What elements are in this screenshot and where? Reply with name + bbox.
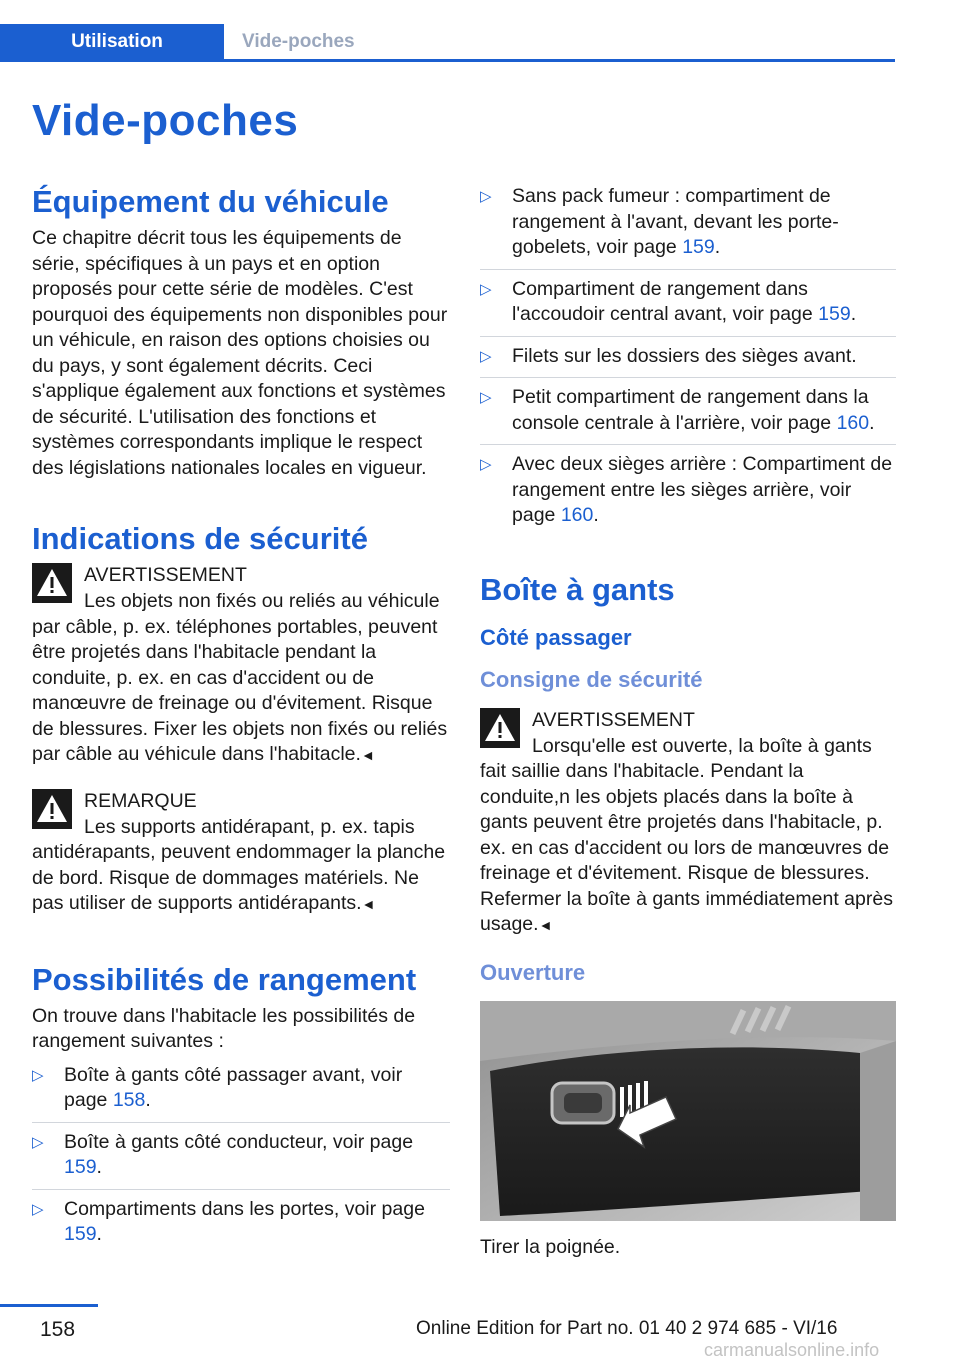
notice-first-line: Les supports antidérapant, p. ex. tapis bbox=[84, 815, 415, 838]
page-link[interactable]: 160 bbox=[560, 504, 594, 526]
tab-vide-poches[interactable]: Vide-poches bbox=[242, 30, 355, 52]
list-item: ▷ Compartiment de rangement dans l'accoudoir central avant, voir page 159. bbox=[480, 277, 896, 337]
triangle-right-icon: ▷ bbox=[32, 1133, 44, 1151]
footer-edition: Online Edition for Part no. 01 40 2 974 685 - VI/16 bbox=[416, 1318, 838, 1339]
left-column bbox=[32, 184, 450, 1263]
safety-subheading: Consigne de sécurité bbox=[480, 666, 703, 692]
triangle-right-icon: ▷ bbox=[32, 1200, 44, 1218]
equipment-heading: Équipement du véhicule bbox=[32, 184, 389, 219]
notice-label: REMARQUE bbox=[84, 789, 197, 812]
page-link[interactable]: 160 bbox=[836, 411, 870, 434]
notice-block bbox=[32, 789, 450, 918]
list-item: ▷ Avec deux sièges arrière : Compartiment de rangement entre les sièges arrière, voir page 160. bbox=[480, 453, 893, 526]
opening-heading: Ouverture bbox=[480, 959, 586, 985]
glovebox-subheading: Côté passager bbox=[480, 624, 632, 650]
warning-label: AVERTISSEMENT bbox=[84, 564, 247, 586]
end-mark: ◄ bbox=[360, 747, 375, 763]
list-item: ▷ Sans pack fumeur : compartiment de rangement à l'avant, devant les porte-gobelets, voir page 159. bbox=[480, 184, 896, 270]
triangle-right-icon: ▷ bbox=[480, 456, 492, 473]
list-item: ▷ Filets sur les dossiers des sièges avant. bbox=[480, 344, 896, 379]
storage-list-right bbox=[480, 184, 896, 537]
safety-heading: Indications de sécurité bbox=[32, 521, 368, 556]
photo-caption: Tirer la poignée. bbox=[480, 1235, 621, 1258]
glovebox-heading: Boîte à gants bbox=[480, 571, 675, 607]
triangle-right-icon: ▷ bbox=[480, 389, 492, 406]
storage-heading: Possibilités de rangement bbox=[32, 961, 417, 997]
glovebox-photo bbox=[480, 1001, 896, 1221]
header-tabs bbox=[0, 24, 895, 62]
end-mark: ◄ bbox=[538, 917, 553, 933]
page-link[interactable]: 159 bbox=[64, 1156, 97, 1178]
tab-utilisation[interactable]: Utilisation bbox=[0, 24, 224, 59]
list-item: ▷ Compartiments dans les portes, voir page 159. bbox=[32, 1197, 425, 1245]
list-item: ▷ Boîte à gants côté passager avant, voir page 158. bbox=[32, 1063, 450, 1123]
footer-accent-line bbox=[0, 1304, 98, 1307]
watermark: carmanualsonline.info bbox=[704, 1340, 880, 1360]
list-item: ▷ Boîte à gants côté conducteur, voir page 159. bbox=[32, 1130, 450, 1190]
warning-text: par câble, p. ex. téléphones portables, peuvent être projetés dans l'habitacle pendant la conduite, p. ex. en cas d'accident ou de manœuvre de freinage ou d'évitement. Risque de blessures. Fixer les objets non fixés ou reliés par câble au véhicule dans l'habitacle. bbox=[32, 615, 448, 765]
warning-label: AVERTISSEMENT bbox=[532, 708, 695, 731]
warning-first-line: Lorsqu'elle est ouverte, la boîte à gants bbox=[532, 734, 872, 757]
page-title: Vide-poches bbox=[32, 96, 299, 145]
warning-triangle-icon bbox=[480, 708, 520, 748]
page-link[interactable]: 159 bbox=[818, 303, 851, 325]
page-link[interactable]: 158 bbox=[112, 1089, 146, 1111]
list-item: ▷ Petit compartiment de rangement dans la console centrale à l'arrière, voir page 160. bbox=[480, 385, 896, 445]
right-column bbox=[480, 184, 896, 1260]
warning-first-line: Les objets non fixés ou reliés au véhicule bbox=[84, 590, 440, 612]
triangle-right-icon: ▷ bbox=[480, 280, 492, 298]
notice-text: antidérapants, peuvent endommager la planche de bord. Risque de dommages matériels. Ne pas utiliser de supports antidérapants. bbox=[32, 841, 446, 914]
storage-intro: On trouve dans l'habitacle les possibilités de rangement suivantes : bbox=[32, 1004, 416, 1052]
equipment-text: Ce chapitre décrit tous les équipements de série, spécifiques à un pays et en option proposés pour cette série de modèles. C'est pourquoi des équipements non disponibles pour un véhicule, en raison des options choisies ou du pays, y sont également décrits. Ceci s'applique également aux fonctions et systèmes de sécurité. L'utilisation des fonctions et systèmes correspondants implique le respect des législations nationales locales en vigueur. bbox=[32, 227, 448, 479]
triangle-right-icon: ▷ bbox=[480, 188, 492, 205]
end-mark: ◄ bbox=[361, 896, 376, 912]
triangle-right-icon: ▷ bbox=[32, 1066, 44, 1084]
warning-block-1 bbox=[32, 563, 450, 769]
page-link[interactable]: 159 bbox=[64, 1223, 97, 1245]
warning-text: fait saillie dans l'habitacle. Pendant la conduite,n les objets placés dans la boîte à gants peuvent être projetés dans l'habitacle, p. ex. en cas d'accident ou lors de manœuvres de freinage et d'évitement. Risque de blessures. Refermer la boîte à gants immédiatement après usage. bbox=[480, 760, 893, 935]
glovebox-warning-block bbox=[480, 708, 896, 939]
page-number: 158 bbox=[40, 1318, 76, 1341]
page-link[interactable]: 159 bbox=[682, 236, 715, 258]
warning-triangle-icon bbox=[32, 789, 72, 829]
triangle-right-icon: ▷ bbox=[480, 347, 492, 365]
warning-triangle-icon bbox=[32, 563, 72, 603]
storage-list-left bbox=[32, 1063, 450, 1256]
